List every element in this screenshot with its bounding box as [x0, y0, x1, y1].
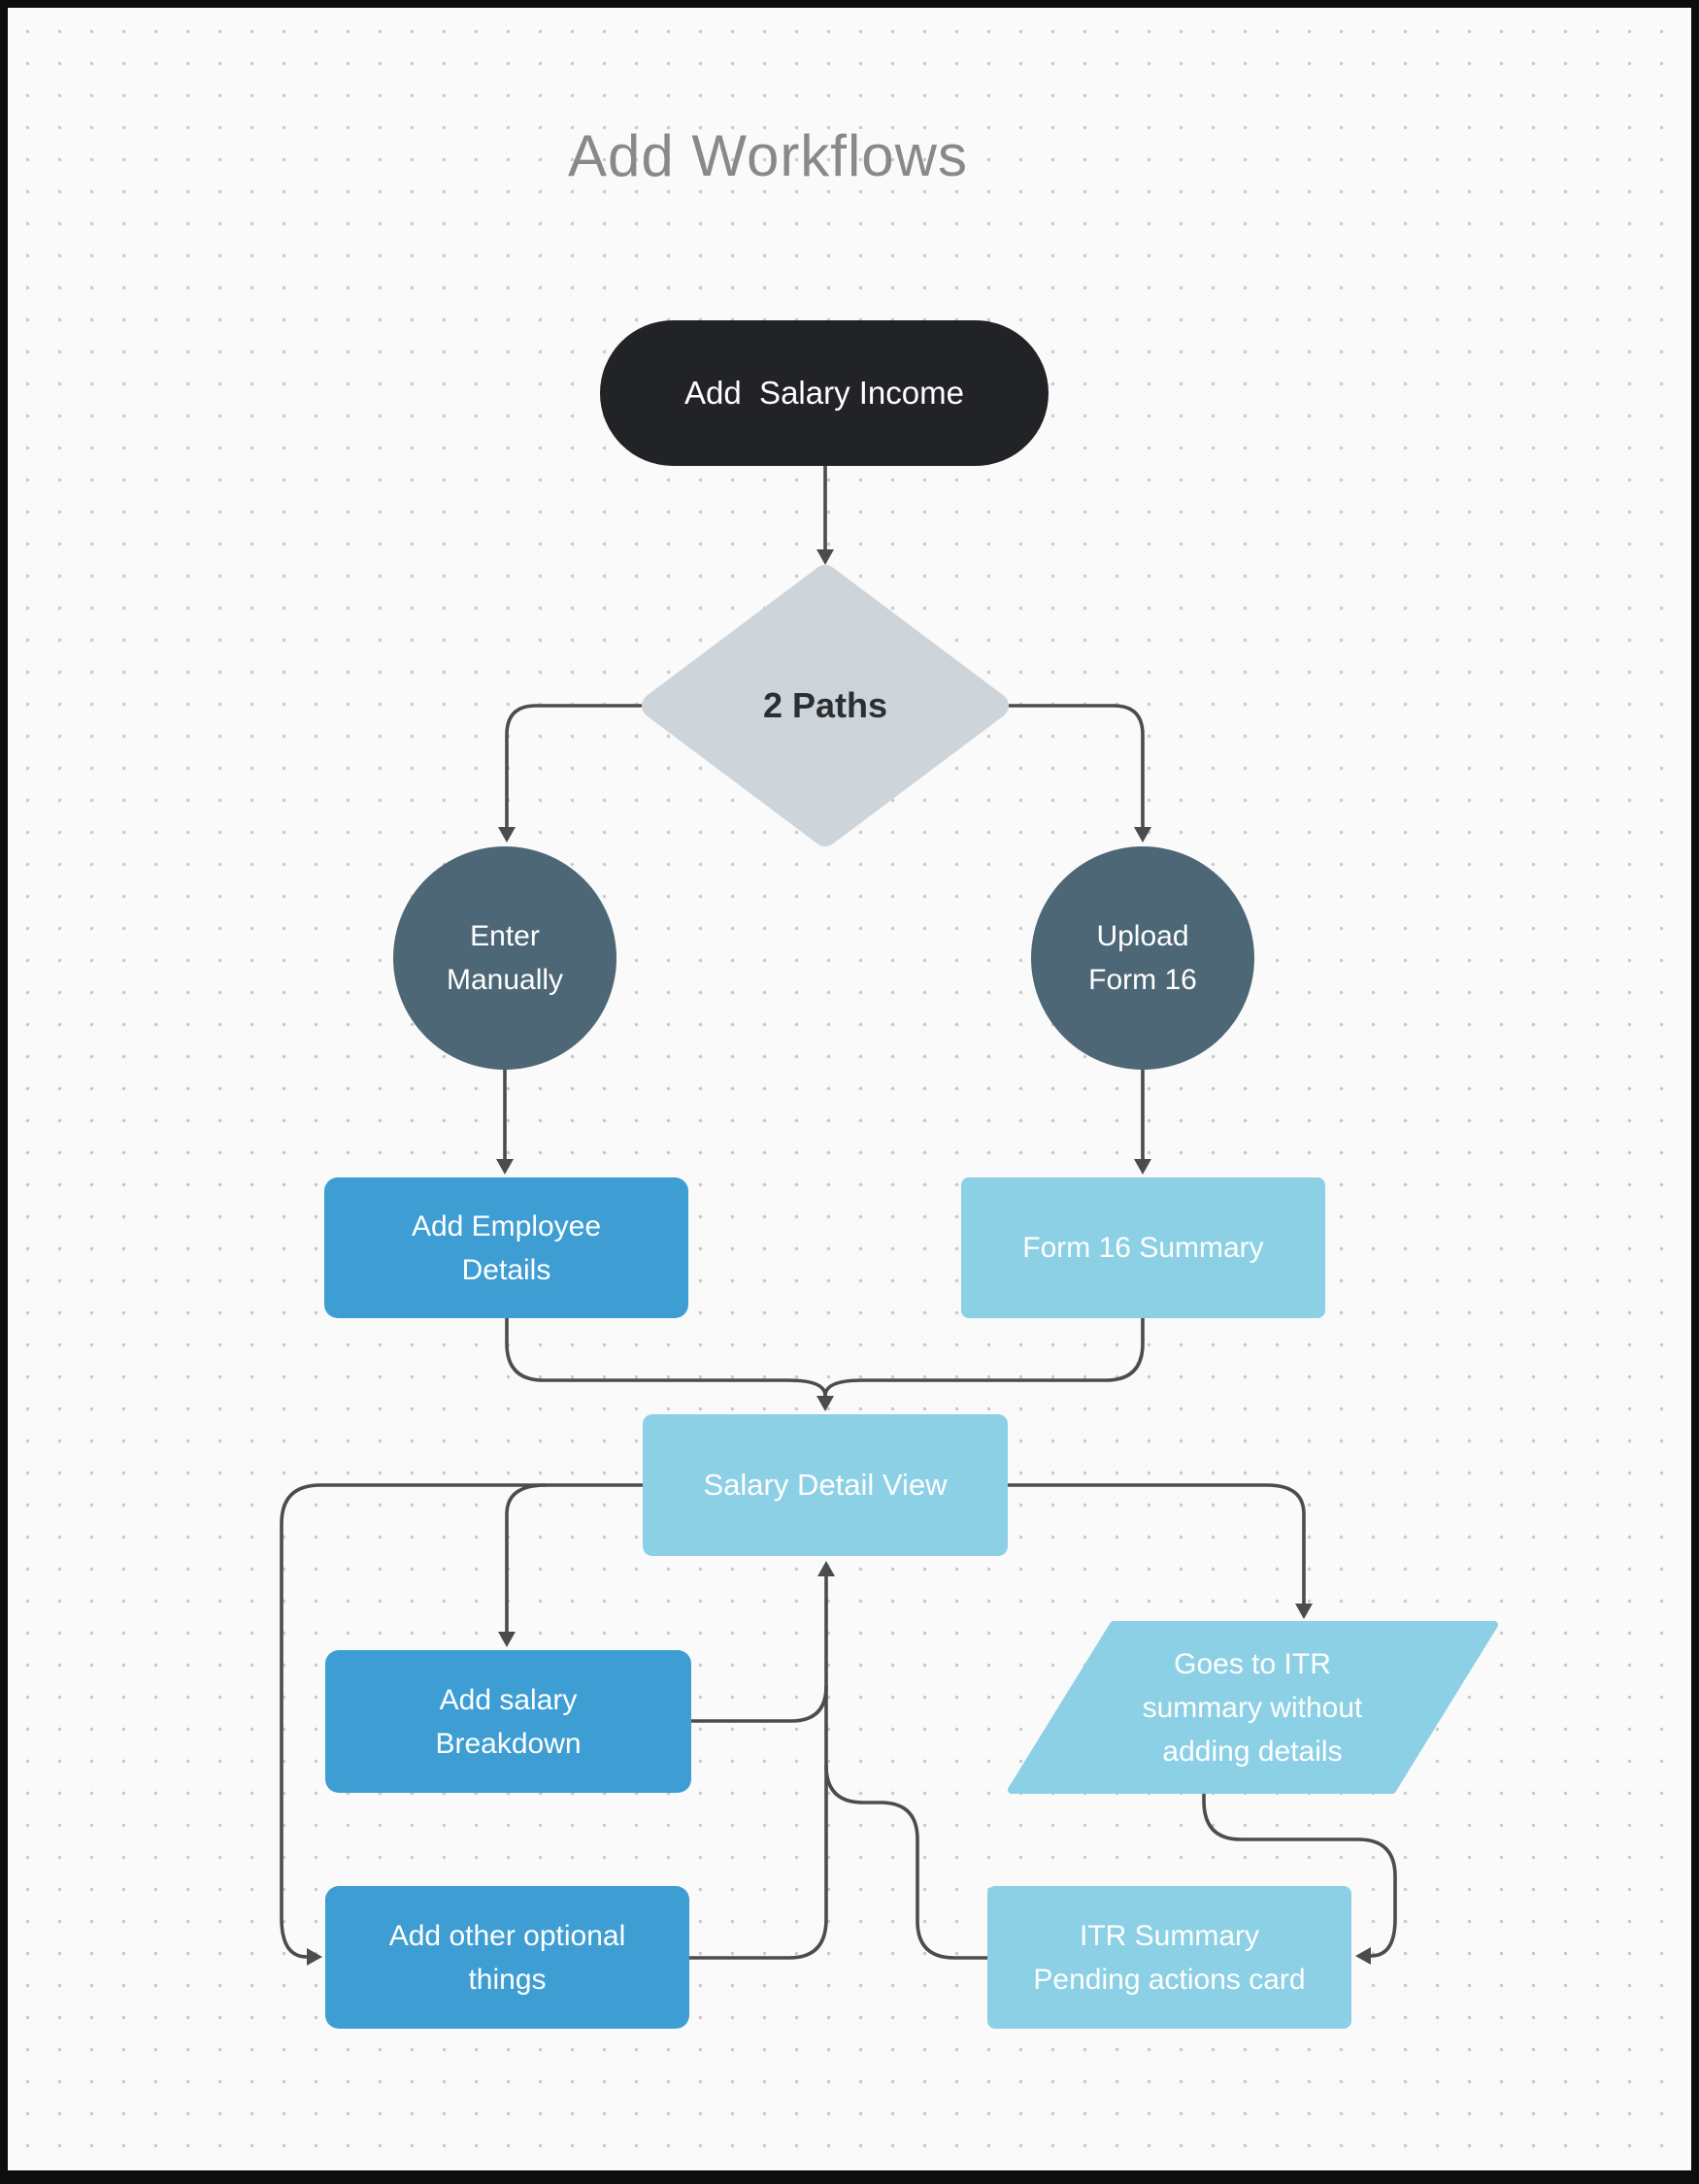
- node-goes-to-itr-label: [1107, 1621, 1398, 1794]
- node-upload-form-16[interactable]: [1031, 846, 1254, 1070]
- node-label: ITR Summary: [1079, 1919, 1259, 1952]
- node-label: Pending actions card: [1033, 1963, 1306, 1996]
- node-label: Add salary: [439, 1683, 578, 1716]
- node-add-employee-details[interactable]: [324, 1177, 688, 1318]
- node-salary-detail-view[interactable]: [643, 1414, 1008, 1556]
- node-itr-summary-pending-actions[interactable]: [987, 1886, 1351, 2029]
- arrow-into-upload: [1134, 827, 1151, 843]
- node-label: Form 16 Summary: [1022, 1232, 1264, 1264]
- arrow-into-itr-right: [1355, 1947, 1371, 1965]
- node-label: Add other optional: [388, 1919, 626, 1952]
- node-label: 2 Paths: [762, 685, 888, 725]
- arrow-into-goesitr: [1295, 1604, 1313, 1619]
- node-enter-manually[interactable]: [393, 846, 616, 1070]
- connector-sdv-goesitr: [1008, 1485, 1304, 1604]
- connector-addbreak-trunk: [691, 1686, 826, 1721]
- node-label: Upload: [1096, 920, 1189, 952]
- node-label: Manually: [446, 964, 564, 996]
- node-label: Salary Detail View: [703, 1467, 948, 1502]
- node-add-salary-breakdown[interactable]: [325, 1650, 691, 1793]
- arrow-into-sdv-bottom: [817, 1561, 835, 1576]
- arrow-into-addbreak: [498, 1632, 516, 1647]
- connector-decision-enter: [507, 706, 641, 827]
- arrow-into-sdv-top: [816, 1396, 834, 1411]
- page-title: Add Workflows: [567, 123, 969, 188]
- node-label: Goes to ITR: [1174, 1647, 1331, 1680]
- arrow-into-form16: [1134, 1159, 1151, 1175]
- connector-itr-trunk: [826, 1766, 987, 1958]
- connector-decision-upload: [1008, 706, 1143, 827]
- node-label: Breakdown: [435, 1727, 582, 1760]
- node-label: Details: [461, 1253, 551, 1286]
- arrow-into-addemp: [496, 1159, 514, 1175]
- node-label: Enter: [470, 920, 540, 952]
- node-label: summary without: [1142, 1691, 1363, 1724]
- node-add-other-optional-things[interactable]: [325, 1886, 689, 2029]
- arrow-into-addopt: [307, 1948, 322, 1966]
- connector-trunk-up-sdv: [689, 1576, 826, 1958]
- arrow-into-enter: [498, 827, 516, 843]
- connector-sdv-addbreak: [507, 1485, 546, 1632]
- node-label: Add Employee: [411, 1209, 602, 1242]
- node-add-salary-income[interactable]: [600, 320, 1049, 466]
- node-label: things: [468, 1963, 547, 1996]
- node-label: Add Salary Income: [684, 375, 964, 412]
- connector-form16-sdv: [825, 1318, 1143, 1396]
- node-2-paths-label: [728, 657, 922, 754]
- arrow-into-decision: [816, 549, 834, 565]
- node-form-16-summary[interactable]: [961, 1177, 1325, 1318]
- connector-addemp-sdv: [507, 1318, 825, 1396]
- node-label: adding details: [1162, 1735, 1343, 1768]
- node-label: Form 16: [1088, 964, 1197, 996]
